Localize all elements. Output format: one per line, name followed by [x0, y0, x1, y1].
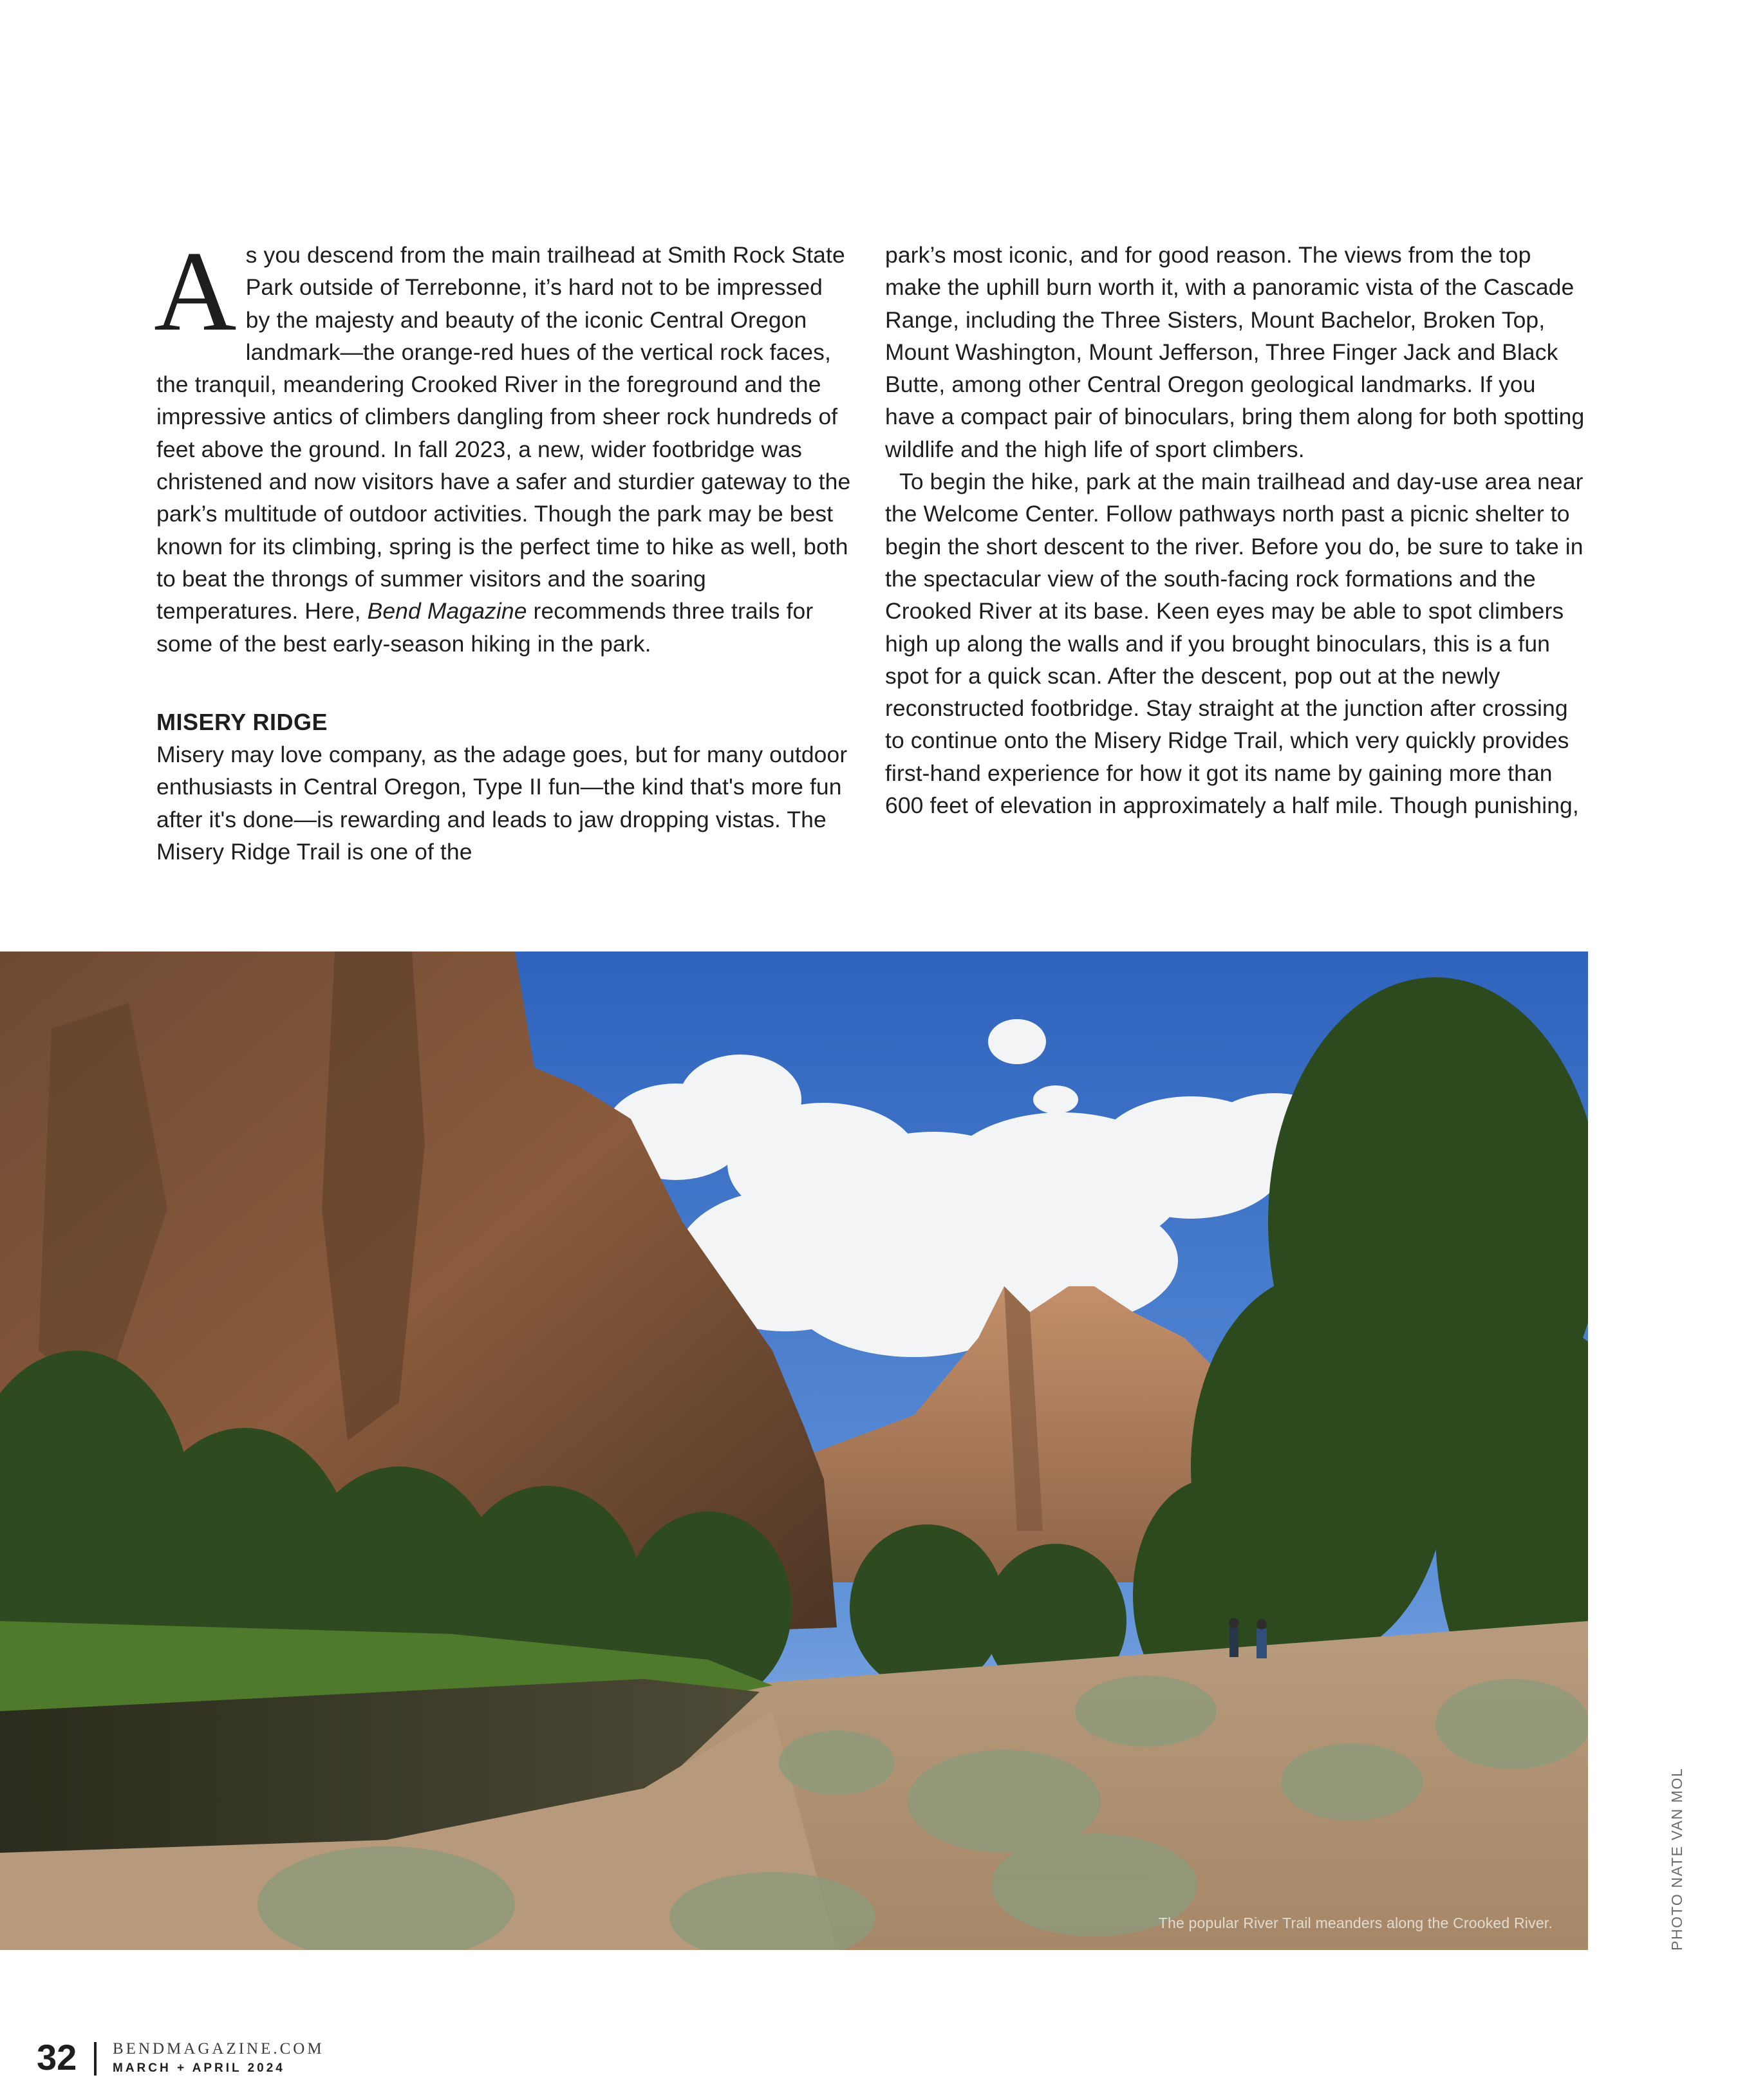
intro-paragraph	[154, 227, 852, 660]
section-paragraph-2: To begin the hike, park at the main trailhead and day-use area near the Welcome Center. Follow pathways north past a picnic shelter to begin the short descent to the river. Before you do, be sure to take in the spectacular view of the south-facing rock formations and the Crooked River at its base. Keen eyes may be able to spot climbers high up along the walls and if you brought binoculars, this is a fun spot for a quick scan. After the descent, pop out at the newly reconstructed footbridge. Stay straight at the junction after crossing to continue onto the Misery Ridge Trail, which very quickly provides first-hand experience for how it got its name by gaining more than 600 feet of elevation in approximately a half mile. Though punishing,	[885, 469, 1584, 819]
drop-cap: A	[154, 227, 237, 355]
photo-credit: PHOTO NATE VAN MOL	[1668, 1767, 1685, 1951]
page-number: 32	[37, 2037, 77, 2077]
footer-website: BENDMAGAZINE.COM	[113, 2040, 324, 2058]
publication-name: Bend Magazine	[367, 598, 527, 624]
section-heading: MISERY RIDGE	[156, 708, 328, 735]
intro-text-start: s you descend from the main trailhead at Smith Rock State Park outside of Terrebonne, it’s hard not to be impressed by the majesty and beauty of the iconic Central Oregon landmark—the orange-red hues of the vertical rock faces, the tranquil, meandering Crooked River in the foreground and the impressive antics of climbers dangling from sheer rock hundreds of feet above the ground. In fall 2023, a new, wider footbridge was christened and now visitors have a safer and sturdier gateway to the park’s multitude of outdoor activities. Though the park may be best known for its climbing, spring is the perfect time to hike as well, both to beat the throngs of summer visitors and the soaring temperatures. Here,	[156, 242, 851, 624]
section-paragraph-1: Misery may love company, as the adage goes, but for many outdoor enthusiasts in Central Oregon, Type II fun—the kind that's more fun after it's done—is rewarding and leads to jaw dropping vistas. The Misery Ridge Trail is one of the	[156, 742, 848, 865]
footer-issue-date: MARCH + APRIL 2024	[113, 2061, 285, 2075]
intro-text-end: recommends three trails for some of the best early-season hiking in the park.	[156, 598, 814, 657]
footer-divider	[94, 2042, 97, 2076]
article-column-right	[885, 239, 1587, 821]
landscape-photo	[0, 952, 1588, 1950]
section-paragraph-1-continued: park’s most iconic, and for good reason. The views from the top make the uphill burn worth it, with a panoramic vista of the Cascade Range, including the Three Sisters, Mount Bachelor, Broken Top, Mount Washington, Mount Jefferson, Three Finger Jack and Black Butte, among other Central Oregon geological landmarks. If you have a compact pair of binoculars, bring them along for both spotting wildlife and the high life of sport climbers.	[885, 242, 1585, 462]
photo-caption: The popular River Trail meanders along the Crooked River.	[1158, 1915, 1553, 1931]
photo-illustration	[0, 952, 1588, 1950]
article-column-left	[154, 227, 852, 868]
